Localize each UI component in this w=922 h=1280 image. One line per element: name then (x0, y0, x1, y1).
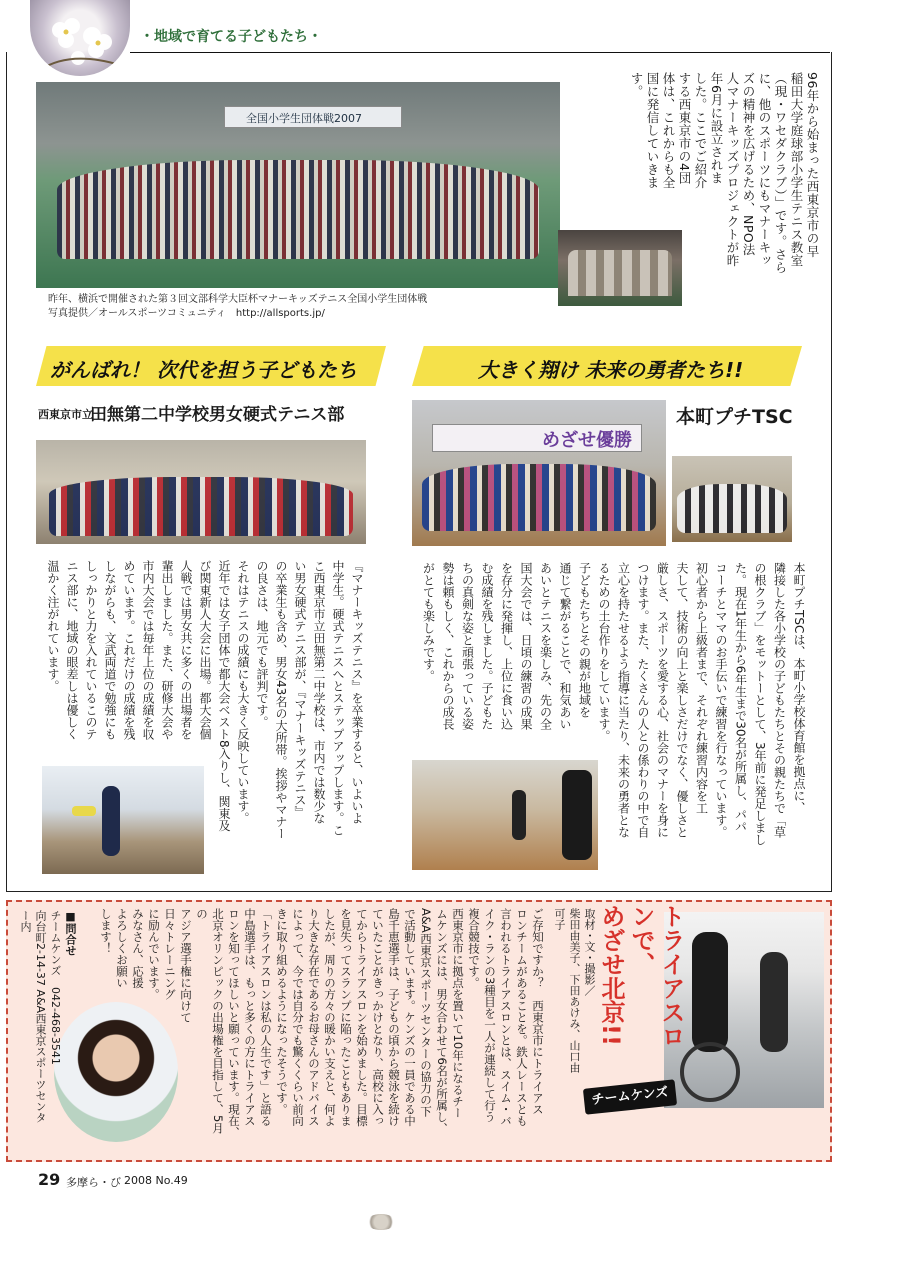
body-line: めています。これだけの成績を残 (122, 560, 136, 740)
body-line: あいとテニスを楽しみ、先の全 (538, 562, 553, 730)
intro-line: 稲田大学庭球部小学生テニス教室 (789, 72, 804, 267)
body-line: によって、今では自分でも驚くくらい前向 (291, 908, 305, 1127)
club-banner-sign: めざせ優勝 (542, 430, 632, 451)
body-line: しっかりと力を入れているこのテ (84, 560, 98, 740)
body-line: 中島選手は、もっと多くの方にトライアス (243, 908, 257, 1127)
intro-line: 体は、これからも全 (661, 72, 676, 189)
body-line: 初心者から上級者まで、それぞれ練習内容を工 (694, 562, 709, 814)
body-line: 複合競技です。 (467, 908, 481, 989)
body-line: の良さは、地元でも評判です。 (255, 560, 269, 728)
body-line: きに取り組めるようになったそうです。 (275, 908, 289, 1115)
body-line: 『マナーキッズテニス』を卒業すると、いよいよ (350, 560, 364, 824)
body-line: ムケンズには、男女合わせて6名が所属し、 (435, 908, 449, 1134)
body-line: 中学生。硬式テニスへとステップアップします。こ (331, 560, 345, 836)
photo-caption-1: 昨年、横浜で開催された第３回文部科学大臣杯マナーキッズテニス全国小学生団体戦 (48, 294, 428, 305)
body-line: 日々トレーニング (163, 908, 177, 1000)
body-line: 国大会では、日頃の練習の成果 (519, 562, 533, 730)
body-line: ニス部に、地域の眼差しは優しく (65, 560, 79, 740)
body-line: 温かく注がれています。 (46, 560, 60, 692)
intro-line: 96年から始まった西東京市の早 (805, 72, 820, 258)
issue-number: 2008 No.49 (124, 1174, 188, 1187)
body-line: コーチとママのお手伝いで練習を行なっています。 (714, 562, 728, 838)
intro-line: する西東京市の4団 (677, 72, 692, 185)
magazine-name: 多摩ら・び (66, 1176, 121, 1189)
intro-line: 人マナーキッズプロジェクトが昨 (725, 72, 740, 267)
body-line: つけます。また、たくさんの人との係わりの中で自 (636, 562, 650, 838)
event-banner-text: 全国小学生団体戦2007 (246, 112, 362, 125)
body-line: り大きな存在であるお母さんのアドバイス (307, 908, 321, 1127)
triathlon-credit (552, 908, 597, 1074)
body-line: を見失ってスランプに陥ったこともありま (339, 908, 353, 1127)
body-line: アジア選手権に向けて (179, 908, 193, 1023)
intro-line: 国に発信していきま (645, 72, 660, 189)
contact-line: ■問合せ (64, 910, 77, 956)
body-line: A&A西東京スポーツセンターの協力の下 (419, 908, 433, 1117)
body-line: ちの真剣な姿と頑張っている姿 (460, 562, 475, 730)
footer-ornament-icon (366, 1214, 396, 1230)
body-line: た。現在1年生から6年生まで30名が所属し、パパ (733, 562, 748, 833)
body-line: ご存知ですか？ 西東京市にトライアス (531, 908, 545, 1115)
body-line: 近年では女子団体で都大会ベスト8入りし、関東及 (217, 560, 231, 832)
body-line: び関東新人大会に出場。都大会個 (198, 560, 212, 740)
team-badge: チームケンズ (583, 1079, 677, 1114)
contact-line: チームケンズ 042-468-3541 (49, 910, 62, 1065)
body-line: い男女硬式テニス部が、『マナーキッズテニス』 (293, 560, 307, 818)
school-team-photo (36, 440, 366, 544)
left-section-banner-text: がんばれ！ 次代を担う子どもたち (50, 358, 357, 382)
page-number: 29 (38, 1170, 61, 1189)
body-line: 厳しさ、スポーツを愛する心、社会のマナーを身に (655, 562, 670, 838)
body-line: しながらも、文武両道で勉強にも (103, 560, 117, 740)
body-line: 隣接した各小学校の子どもたちとその親たちで「草 (772, 562, 787, 838)
body-line: 勢は頼もしく、これからの成長 (441, 562, 455, 730)
triathlon-body (99, 908, 546, 1144)
body-line: したが、周りの方々の暖かい支えと、何よ (323, 908, 337, 1127)
intro-line: （現・ワセダクラブ）」です。さら (773, 72, 788, 274)
intro-line: 年6月に設立されま (709, 72, 724, 185)
body-line: 言われるトライアスロンとは、スイム・バ (499, 908, 513, 1127)
club-article-body (412, 562, 808, 874)
body-line: ロンを知ってほしいと願っています。現在、 (227, 908, 241, 1138)
title-line: トライアスロンで、 (627, 904, 685, 1048)
body-line: がとても楽しみです。 (421, 562, 436, 682)
body-line: みなさん、応援 (131, 908, 145, 989)
body-line: します！ (99, 908, 113, 954)
credit-line: 柴田由美子、下田あけみ、山口由可子 (553, 908, 581, 1073)
body-line: の卒業生も含め、男女43名の大所帯。挨拶やマナー (274, 560, 288, 840)
body-line: 西東京市に拠点を置いて10年になるチー (451, 908, 465, 1119)
body-line: 輩出しました。また、研修大会や (160, 560, 174, 740)
body-line: てからトライアスロンを始めました。目標 (355, 908, 369, 1127)
credit-line: 取材・文・撮影／ (583, 908, 596, 996)
photo-caption-2: 写真提供／オールスポーツコミュニティ http://allsports.jp/ (48, 308, 325, 319)
body-line: 市内大会では毎年上位の成績を収 (141, 560, 155, 740)
body-line: 夫して、技術の向上と楽しさだけでなく、優しさと (675, 562, 689, 838)
body-line: を存分に発揮し、上位に食い込 (499, 562, 514, 730)
body-line: ていたことがきっかけとなり、高校に入っ (371, 908, 385, 1127)
body-line: む成績を残しました。子どもた (480, 562, 494, 730)
club-name: 本町プチTSC (676, 406, 793, 428)
body-line: 通じて繋がることで、和気あい (558, 562, 572, 730)
right-section-banner-text: 大きく翔け 未来の勇者たち!! (478, 358, 744, 382)
intro-line: した。ここでご紹介 (693, 72, 708, 189)
body-line: に励んでいます。 (147, 908, 161, 1000)
school-prefix: 西東京市立 (38, 408, 93, 421)
body-line: 人戦では男女共に多くの出場者を (179, 560, 193, 740)
body-line: 立心を持たせるよう指導に当たり、未来の勇者とな (616, 562, 631, 838)
triathlon-photo (664, 912, 824, 1108)
triathlon-title (596, 904, 686, 1054)
body-line: 本町プチTSCは、本町小学校体育館を拠点に、 (792, 562, 806, 814)
body-line: の根クラブ」をモットーとして、3年前に発足しまし (753, 562, 767, 846)
club-coaches-photo (672, 456, 792, 542)
body-line: 子どもたちとその親が地域を (577, 562, 592, 718)
body-line: それはテニスの成績にも大きく反映しています。 (236, 560, 250, 824)
body-line: 島千恵選手は、子どもの頃から競泳を続け (387, 908, 401, 1127)
body-line: 「トライアスロンは私の人生です」と語る (259, 908, 273, 1127)
title-line: めざせ北京!! (597, 904, 625, 1046)
body-line: ロンチームがあることを。鉄人レースとも (515, 908, 529, 1127)
club-team-photo (412, 400, 666, 546)
section-title: ・地域で育てる子どもたち・ (140, 29, 322, 45)
contact-info (18, 910, 78, 1130)
main-group-photo (36, 82, 560, 288)
body-line: 北京オリンピックの出場権を目指して、5月の (195, 908, 225, 1134)
intro-line: す。 (629, 72, 644, 98)
intro-line: に、他のスポーツにもマナーキッ (757, 72, 772, 267)
intro-text (628, 72, 820, 276)
school-article-body (38, 560, 366, 880)
school-name: 田無第二中学校男女硬式テニス部 (90, 405, 345, 425)
body-line: イク・ランの3種目を一人が連続して行う (483, 908, 497, 1123)
contact-line: 向台町2-14-37 A&A西東京スポーツセンター内 (19, 910, 47, 1124)
body-line: よろしくお願い (115, 908, 129, 989)
intro-line: ズの精神を広げるため、NPO法 (741, 72, 756, 257)
body-line: で活動しています。ケンズの一員である中 (403, 908, 417, 1127)
body-line: こ西東京市立田無第二中学校は、市内では数少な (312, 560, 326, 824)
body-line: るための土台作りをしています。 (597, 562, 611, 742)
